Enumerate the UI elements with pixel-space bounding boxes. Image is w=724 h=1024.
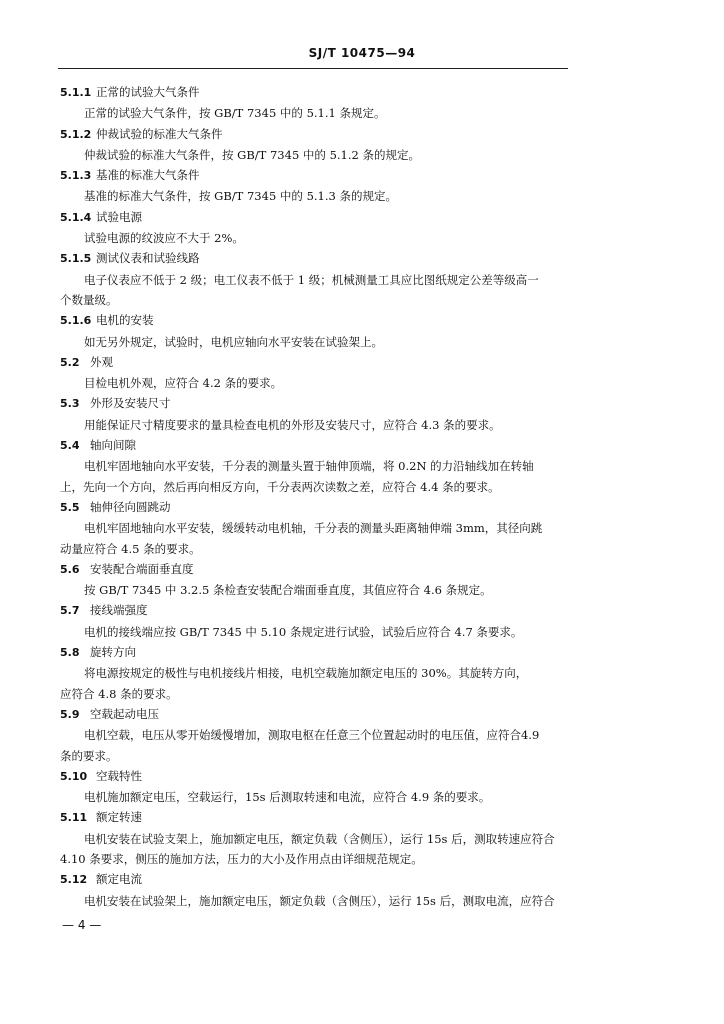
section-number: 5.1.5 xyxy=(60,252,92,266)
section-title: 轴向间隙 xyxy=(90,438,136,453)
section-number: 5.8 xyxy=(60,646,80,660)
section-number: 5.1.3 xyxy=(60,169,92,183)
section-heading xyxy=(60,165,568,186)
section-body-line: 按 GB/T 7345 中 3.2.5 条检查安装配合端面垂直度，其值应符合 4.6 条规定。 xyxy=(84,583,492,598)
section-body-line: 电子仪表应不低于 2 级；电工仪表不低于 1 级；机械测量工具应比图纸规定公差等级高一 xyxy=(84,272,539,287)
section-title: 基准的标准大气条件 xyxy=(96,168,200,183)
section-heading xyxy=(60,807,568,828)
document-header: SJ/T 10475—94 xyxy=(308,46,416,60)
section-body-line: 用能保证尺寸精度要求的量具检查电机的外形及安装尺寸，应符合 4.3 条的要求。 xyxy=(84,417,501,432)
section-body-line: 电机空载，电压从零开始缓慢增加，测取电枢在任意三个位置起动时的电压值，应符合4.9 xyxy=(84,728,540,743)
section-title: 额定转速 xyxy=(96,810,142,825)
section-number: 5.12 xyxy=(60,873,88,887)
section-body-line: 将电源按规定的极性与电机接线片相接，电机空载施加额定电压的 30%。其旋转方向， xyxy=(84,666,528,681)
section-body-line: 试验电源的纹波应不大于 2%。 xyxy=(84,231,244,246)
section-body-line: 仲裁试验的标准大气条件，按 GB/T 7345 中的 5.1.2 条的规定。 xyxy=(84,147,420,162)
section-title: 空载特性 xyxy=(96,768,142,783)
section-heading xyxy=(60,704,568,725)
section-title: 额定电流 xyxy=(96,872,142,887)
section-number: 5.3 xyxy=(60,397,80,411)
section-title: 试验电源 xyxy=(96,209,142,224)
section-body-line: 电机牢固地轴向水平安装，缓缓转动电机轴，千分表的测量头距离轴伸端 3mm，其径向跳 xyxy=(84,521,543,536)
section-body-line: 正常的试验大气条件，按 GB/T 7345 中的 5.1.1 条规定。 xyxy=(84,106,386,121)
section-heading xyxy=(60,766,568,787)
section-body-line: 电机牢固地轴向水平安装，千分表的测量头置于轴伸顶端，将 0.2N 的力沿轴线加在转轴 xyxy=(84,459,534,474)
header-rule xyxy=(58,68,568,69)
section-heading xyxy=(60,497,568,518)
section-heading xyxy=(60,393,568,414)
section-number: 5.1.6 xyxy=(60,314,92,328)
section-number: 5.1.4 xyxy=(60,210,92,224)
section-heading xyxy=(60,869,568,890)
section-body-line: 个数量级。 xyxy=(60,292,118,307)
section-title: 电机的安装 xyxy=(96,313,154,328)
section-heading xyxy=(60,435,568,456)
section-title: 接线端强度 xyxy=(90,603,148,618)
section-body-line: 电机施加额定电压，空载运行，15s 后测取转速和电流，应符合 4.9 条的要求。 xyxy=(84,790,491,805)
section-body-line: 电机安装在试验支架上，施加额定电压，额定负载（含侧压），运行 15s 后，测取转速应符合 xyxy=(84,831,555,846)
section-heading xyxy=(60,248,568,269)
section-body-line: 上，先向一个方向，然后再向相反方向，千分表两次读数之差，应符合 4.4 条的要求。 xyxy=(60,479,500,494)
section-body-line: 基准的标准大气条件，按 GB/T 7345 中的 5.1.3 条的规定。 xyxy=(84,189,397,204)
section-heading xyxy=(60,310,568,331)
section-number: 5.5 xyxy=(60,500,80,514)
section-number: 5.6 xyxy=(60,562,80,576)
section-title: 正常的试验大气条件 xyxy=(96,85,200,99)
section-title: 外形及安装尺寸 xyxy=(90,396,171,411)
section-heading xyxy=(60,559,568,580)
section-number: 5.7 xyxy=(60,604,80,618)
section-body-line: 应符合 4.8 条的要求。 xyxy=(60,686,178,701)
section-heading xyxy=(60,642,568,663)
section-number: 5.10 xyxy=(60,769,88,783)
section-body-line: 动量应符合 4.5 条的要求。 xyxy=(60,541,201,556)
section-title: 仲裁试验的标准大气条件 xyxy=(96,126,223,141)
section-heading xyxy=(60,82,568,103)
section-number: 5.11 xyxy=(60,811,88,825)
section-body-line: 如无另外规定，试验时，电机应轴向水平安装在试验架上。 xyxy=(84,334,383,349)
section-body-line: 目检电机外观，应符合 4.2 条的要求。 xyxy=(84,376,283,391)
section-title: 轴伸径向圆跳动 xyxy=(90,499,171,514)
section-body-line: 条的要求。 xyxy=(60,748,118,763)
section-title: 空载起动电压 xyxy=(90,706,159,721)
section-title: 测试仪表和试验线路 xyxy=(96,251,200,266)
section-title: 安装配合端面垂直度 xyxy=(90,561,194,576)
section-heading xyxy=(60,352,568,373)
section-title: 外观 xyxy=(90,354,113,369)
page-number: — 4 — xyxy=(62,918,102,932)
section-number: 5.4 xyxy=(60,439,80,453)
section-heading xyxy=(60,600,568,621)
section-number: 5.2 xyxy=(60,355,80,369)
document-body xyxy=(60,82,568,911)
section-number: 5.9 xyxy=(60,707,80,721)
section-number: 5.1.1 xyxy=(60,86,92,99)
section-body-line: 4.10 条要求，侧压的施加方法，压力的大小及作用点由详细规范规定。 xyxy=(60,851,423,866)
section-body-line: 电机的接线端应按 GB/T 7345 中 5.10 条规定进行试验，试验后应符合 4.7 条要求。 xyxy=(84,624,523,639)
section-heading xyxy=(60,207,568,228)
section-heading xyxy=(60,124,568,145)
section-title: 旋转方向 xyxy=(90,645,136,660)
section-number: 5.1.2 xyxy=(60,127,92,141)
section-body-line: 电机安装在试验架上，施加额定电压，额定负载（含侧压），运行 15s 后，测取电流，应符合 xyxy=(84,893,555,908)
